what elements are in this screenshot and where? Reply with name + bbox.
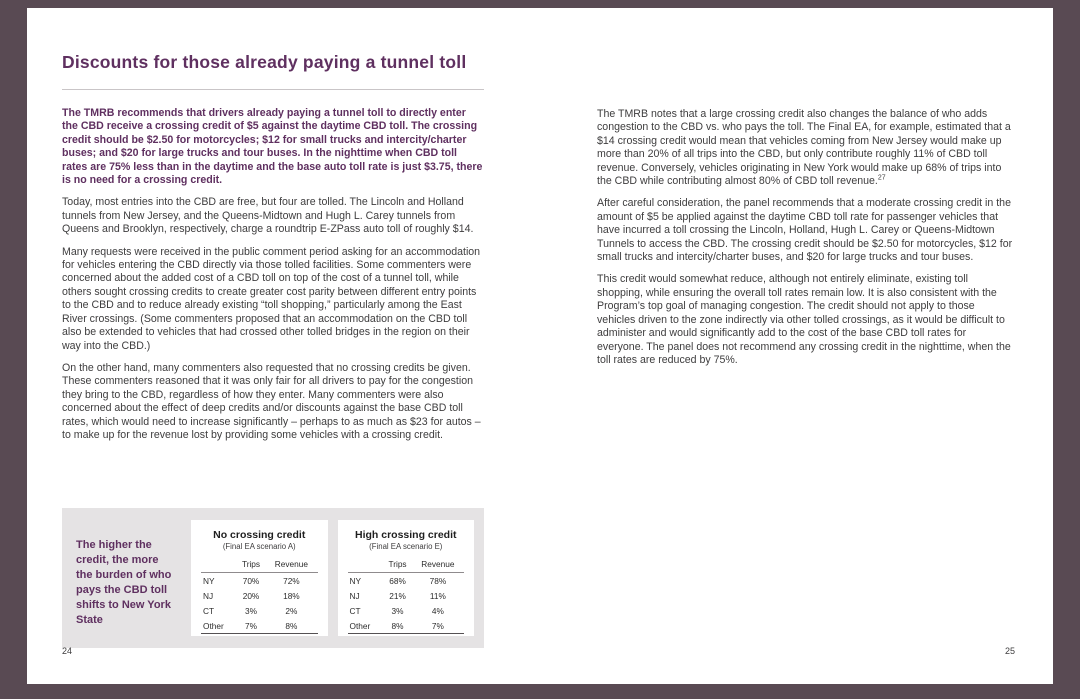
paragraph: On the other hand, many commenters also requested that no crossing credits be given. These commenters reasoned that it was only fair for all drivers to pay for the congestion they bring to the CBD, regardless of how they enter. Many commenters were also concerned about the effect of deep credits and/or discounts against the base CBD toll rates, which would need to increase significantly – perhaps to as much as $23 for autos – to make up for the revenue lost by providing some vehicles with a crossing credit. — [62, 361, 481, 441]
table-cell: 3% — [391, 605, 404, 616]
table-cell: 3% — [245, 605, 258, 616]
paragraph: This credit would somewhat reduce, although not entirely eliminate, existing toll shopping, while ensuring the overall toll rates remain low. It is also consistent with the Program’s top goal of managing congestion. The credit should not apply to those vehicles driven to the zone indirectly via other tolled crossings, as it would be difficult to administer and would significantly add to the cost of the base CBD toll rates for everyone. The panel does not recommend any crossing credit in the nighttime, when the toll rates are reduced by 75%. — [597, 273, 1011, 366]
table-row — [348, 618, 465, 634]
callout-text: The higher the credit, the more the burden of who pays the CBD toll shifts to New York State — [76, 539, 172, 626]
paragraph: Many requests were received in the public comment period asking for an accommodation for vehicles entering the CBD directly via those tolled facilities. Some commenters were concerned about the added cost of a CBD toll on top of the cost of a tunnel toll, while others sought crossing credits to create greater cost parity between different entry points to the CBD and to reduce already existing “toll shopping,” particularly among the East River crossings. (Some commenters proposed that an accommodation on the CBD toll also be extended to vehicles that had crossed other tolled bridges in the region on their way into the CBD.) — [62, 245, 481, 352]
table-cell: 21% — [389, 590, 406, 601]
column-header-trips: Trips — [241, 559, 261, 569]
table-subtitle: (Final EA scenario E) — [369, 542, 443, 551]
paragraph: Today, most entries into the CBD are free, but four are tolled. The Lincoln and Holland tunnels from New Jersey, and the Queens-Midtown and Hugh L. Carey tunnels from Queens and Brooklyn, respectively, charge a roundtrip E-ZPass auto toll of roughly $14. — [62, 196, 474, 236]
table-row — [348, 588, 465, 603]
row-label: CT — [202, 605, 215, 616]
table-cell: 70% — [242, 575, 260, 586]
table-header-row — [201, 557, 318, 573]
callout-box — [62, 508, 484, 648]
table-cell: 8% — [391, 620, 404, 631]
table-cell: 2% — [285, 605, 298, 616]
column-header-revenue: Revenue — [421, 559, 455, 569]
table-cell: 68% — [389, 575, 406, 586]
row-label: NJ — [349, 590, 360, 601]
column-header-blank — [348, 557, 384, 573]
page-number: 24 — [62, 646, 73, 656]
footnote-marker: 27 — [877, 174, 886, 182]
table-row — [201, 603, 318, 618]
table-row — [348, 573, 465, 589]
column-header-revenue: Revenue — [274, 559, 308, 569]
paragraph-text: The TMRB notes that a large crossing credit also changes the balance of who adds congestion to the CBD vs. who pays the toll. The Final EA, for example, estimated that a $14 crossing credit would mean that vehicles coming from New Jersey would make up more than 20% of all trips into the CBD, but only contribute roughly 11% of CBD toll revenue. Conversely, vehicles originating in New York would make up 68% of trips into the CBD while contributing almost 80% of CBD toll revenue. — [597, 108, 1011, 188]
row-label: NY — [349, 575, 362, 586]
table-row — [201, 573, 318, 589]
data-table — [348, 557, 465, 634]
page-left — [27, 8, 540, 684]
column-header-blank — [201, 557, 237, 573]
table-cell: 11% — [429, 590, 446, 601]
page-title: Discounts for those already paying a tunnel toll — [62, 52, 467, 72]
table-cell: 7% — [431, 620, 444, 631]
column-header-trips: Trips — [388, 559, 407, 569]
table-subtitle: (Final EA scenario A) — [222, 542, 296, 551]
table-title: No crossing credit — [213, 529, 306, 541]
row-label: NJ — [202, 590, 214, 601]
page-right — [540, 8, 1053, 684]
table-title: High crossing credit — [354, 529, 457, 541]
row-label: Other — [349, 620, 371, 631]
row-label: Other — [202, 620, 224, 631]
table-row — [201, 588, 318, 603]
table-cell: 8% — [285, 620, 298, 631]
paragraph — [597, 108, 1015, 188]
row-label: NY — [202, 575, 215, 586]
table-row — [201, 618, 318, 634]
lead-paragraph: The TMRB recommends that drivers already paying a tunnel toll to directly enter the CBD receive a crossing credit of $5 against the daytime CBD toll. The crossing credit should be $2.50 for motorcycles; $12 for small trucks and intercity/charter buses; and $20 for large trucks and tour buses. In the nighttime when CBD toll rates are 75% less than in the daytime and the base auto toll rate is just $3.75, there is no need for a crossing credit. — [62, 107, 483, 187]
paragraph: After careful consideration, the panel recommends that a moderate crossing credit in the amount of $5 be applied against the daytime CBD toll rate for passenger vehicles that have incurred a toll crossing the Lincoln, Holland, Hugh L. Carey or Queens-Midtown Tunnels to access the CBD. The crossing credit should be $2.50 for motorcycles, $12 for small trucks and intercity/charter buses, and $20 for large trucks and tour buses. — [597, 197, 1013, 264]
table-no-crossing-credit — [191, 520, 328, 636]
table-cell: 72% — [283, 575, 300, 586]
table-cell: 18% — [283, 590, 300, 601]
page-number: 25 — [1004, 646, 1015, 656]
heading-divider — [62, 89, 484, 90]
report-spread — [27, 8, 1053, 684]
row-label: CT — [349, 605, 361, 616]
table-cell: 7% — [245, 620, 258, 631]
data-table — [201, 557, 318, 634]
table-header-row — [348, 557, 465, 573]
table-cell: 20% — [242, 590, 260, 601]
table-row — [348, 603, 465, 618]
table-cell: 78% — [429, 575, 447, 586]
table-cell: 4% — [431, 605, 444, 616]
table-high-crossing-credit — [338, 520, 475, 636]
